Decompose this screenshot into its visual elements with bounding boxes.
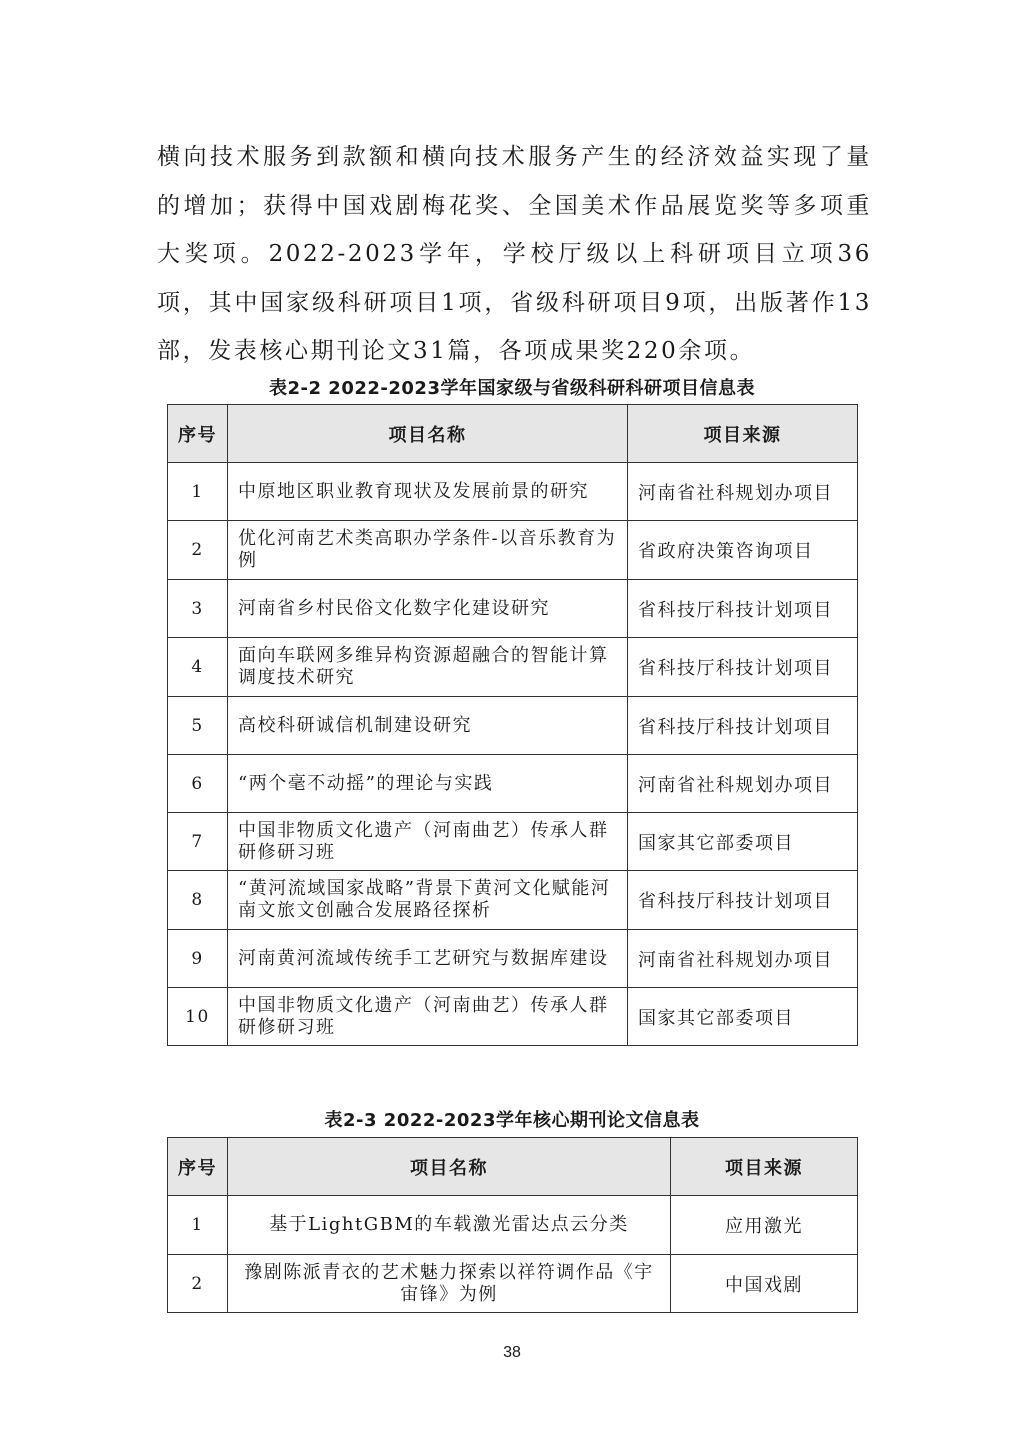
table-2-3-caption: 表2-3 2022-2023学年核心期刊论文信息表 xyxy=(324,1110,700,1131)
project-name: 中国非物质文化遗产（河南曲艺）传承人群研修研习班 xyxy=(228,988,628,1046)
row-index: 9 xyxy=(168,930,228,988)
row-index: 7 xyxy=(168,813,228,871)
paper-title: 基于LightGBM的车载激光雷达点云分类 xyxy=(228,1196,671,1255)
table-row xyxy=(168,1196,858,1255)
row-index: 2 xyxy=(168,521,228,580)
table-row xyxy=(168,1255,858,1313)
project-source: 河南省社科规划办项目 xyxy=(628,930,858,988)
table-row xyxy=(168,463,858,521)
row-index: 3 xyxy=(168,580,228,638)
journal-papers-table xyxy=(167,1137,858,1313)
table-row xyxy=(168,697,858,755)
project-source: 省科技厅科技计划项目 xyxy=(628,638,858,697)
table-row xyxy=(168,580,858,638)
column-header-name: 项目名称 xyxy=(228,1138,671,1196)
table-row xyxy=(168,813,858,871)
project-source: 河南省社科规划办项目 xyxy=(628,755,858,813)
table-row xyxy=(168,638,858,697)
project-name: 优化河南艺术类高职办学条件-以音乐教育为例 xyxy=(228,521,628,580)
project-source: 河南省社科规划办项目 xyxy=(628,463,858,521)
row-index: 8 xyxy=(168,871,228,930)
project-source: 省科技厅科技计划项目 xyxy=(628,580,858,638)
table-row xyxy=(168,521,858,580)
column-header-index: 序号 xyxy=(168,405,228,463)
project-source: 国家其它部委项目 xyxy=(628,988,858,1046)
project-source: 国家其它部委项目 xyxy=(628,813,858,871)
project-source: 省科技厅科技计划项目 xyxy=(628,697,858,755)
column-header-source: 项目来源 xyxy=(671,1138,858,1196)
project-name: “两个毫不动摇”的理论与实践 xyxy=(228,755,628,813)
row-index: 10 xyxy=(168,988,228,1046)
table-2-2-caption: 表2-2 2022-2023学年国家级与省级科研科研项目信息表 xyxy=(269,378,755,399)
table-row xyxy=(168,930,858,988)
project-name: 中国非物质文化遗产（河南曲艺）传承人群研修研习班 xyxy=(228,813,628,871)
table-row xyxy=(168,755,858,813)
row-index: 6 xyxy=(168,755,228,813)
project-name: 河南省乡村民俗文化数字化建设研究 xyxy=(228,580,628,638)
row-index: 1 xyxy=(168,1196,228,1255)
project-name: 河南黄河流域传统手工艺研究与数据库建设 xyxy=(228,930,628,988)
column-header-index: 序号 xyxy=(168,1138,228,1196)
project-name: 高校科研诚信机制建设研究 xyxy=(228,697,628,755)
body-paragraph: 横向技术服务到款额和横向技术服务产生的经济效益实现了量的增加；获得中国戏剧梅花奖、全国美术作品展览奖等多项重大奖项。2022-2023学年，学校厅级以上科研项目立项36项，其中国家级科研项目1项，省级科研项目9项，出版著作13部，发表核心期刊论文31篇，各项成果奖220余项。 xyxy=(157,144,872,364)
journal-name: 应用激光 xyxy=(671,1196,858,1255)
column-header-source: 项目来源 xyxy=(628,405,858,463)
table-row xyxy=(168,871,858,930)
paper-title: 豫剧陈派青衣的艺术魅力探索以祥符调作品《宇宙锋》为例 xyxy=(228,1255,671,1313)
row-index: 2 xyxy=(168,1255,228,1313)
table-row xyxy=(168,988,858,1046)
project-name: “黄河流域国家战略”背景下黄河文化赋能河南文旅文创融合发展路径探析 xyxy=(228,871,628,930)
project-source: 省政府决策咨询项目 xyxy=(628,521,858,580)
journal-name: 中国戏剧 xyxy=(671,1255,858,1313)
project-name: 中原地区职业教育现状及发展前景的研究 xyxy=(228,463,628,521)
project-source: 省科技厅科技计划项目 xyxy=(628,871,858,930)
row-index: 5 xyxy=(168,697,228,755)
page-number: 38 xyxy=(503,1344,521,1361)
project-name: 面向车联网多维异构资源超融合的智能计算调度技术研究 xyxy=(228,638,628,697)
row-index: 1 xyxy=(168,463,228,521)
research-projects-table xyxy=(167,404,858,1046)
row-index: 4 xyxy=(168,638,228,697)
column-header-name: 项目名称 xyxy=(228,405,628,463)
